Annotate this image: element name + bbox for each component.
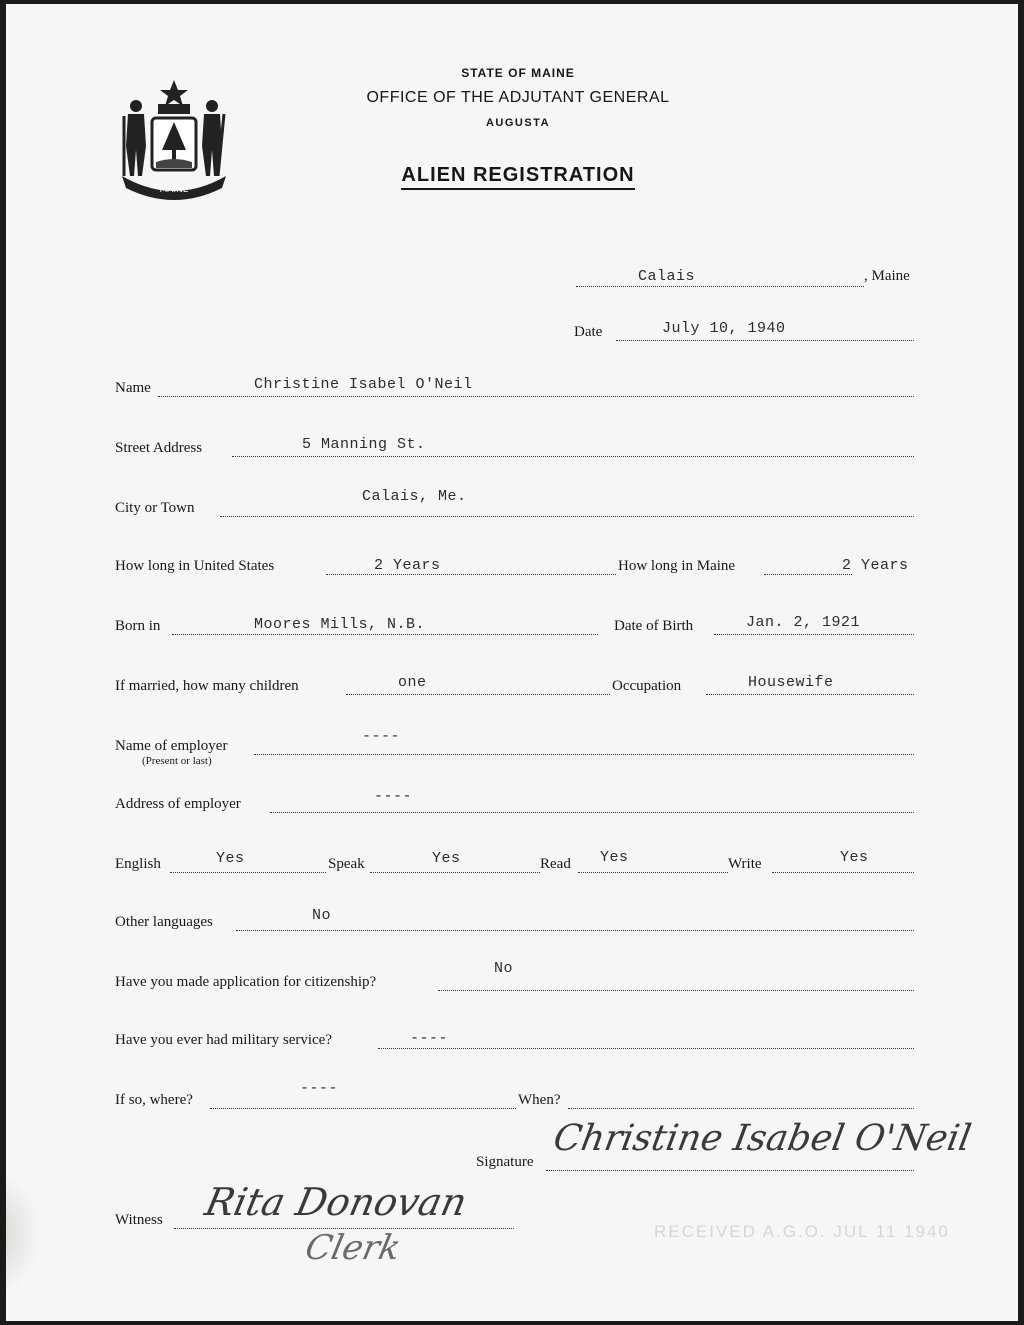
speak-label: Speak xyxy=(328,856,365,872)
military-label: Have you ever had military service? xyxy=(115,1032,332,1048)
date-label: Date xyxy=(574,324,603,340)
children-label: If married, how many children xyxy=(115,678,299,694)
citizenship-line xyxy=(438,990,914,991)
how-long-maine-line xyxy=(764,574,852,575)
name-value: Christine Isabel O'Neil xyxy=(254,376,473,393)
city-line xyxy=(220,516,914,517)
military-line xyxy=(378,1048,914,1049)
street-value: 5 Manning St. xyxy=(302,436,426,453)
registration-form xyxy=(6,4,1018,1321)
city-label: City or Town xyxy=(115,500,195,516)
born-in-label: Born in xyxy=(115,618,161,634)
how-long-maine-value: 2 Years xyxy=(842,557,909,574)
employer-address-line xyxy=(270,812,914,813)
office-heading: OFFICE OF THE ADJUTANT GENERAL xyxy=(366,89,670,106)
svg-text:MAINE: MAINE xyxy=(159,185,189,195)
how-long-us-label: How long in United States xyxy=(115,558,275,574)
write-label: Write xyxy=(728,856,762,872)
place-line xyxy=(576,286,864,287)
form-title: ALIEN REGISTRATION xyxy=(6,164,1018,187)
how-long-us-value: 2 Years xyxy=(374,557,441,574)
where-line xyxy=(210,1108,516,1109)
citizenship-value: No xyxy=(494,960,514,977)
street-line xyxy=(232,456,914,457)
write-value: Yes xyxy=(840,849,869,866)
military-value: ---- xyxy=(410,1030,449,1047)
employer-line xyxy=(254,754,914,755)
employer-address-value: ---- xyxy=(374,788,413,805)
signature-label: Signature xyxy=(476,1154,534,1170)
page-smudge xyxy=(6,1174,40,1294)
occupation-value: Housewife xyxy=(748,674,834,691)
dob-line xyxy=(714,634,914,635)
speak-value: Yes xyxy=(432,850,461,867)
born-in-value: Moores Mills, N.B. xyxy=(254,616,426,633)
children-line xyxy=(346,694,610,695)
english-label: English xyxy=(115,856,161,872)
street-label: Street Address xyxy=(115,440,203,456)
other-languages-value: No xyxy=(312,907,332,924)
read-label: Read xyxy=(540,856,571,872)
other-languages-line xyxy=(236,930,914,931)
signature-line xyxy=(546,1170,914,1171)
employer-address-label: Address of employer xyxy=(115,796,241,812)
read-line xyxy=(578,872,728,873)
write-line xyxy=(772,872,914,873)
witness-signature: Rita Donovan xyxy=(201,1180,471,1224)
city-heading: AUGUSTA xyxy=(485,117,551,129)
occupation-line xyxy=(706,694,914,695)
dob-value: Jan. 2, 1921 xyxy=(746,614,861,631)
state-heading: STATE OF MAINE xyxy=(461,66,575,80)
how-long-us-line xyxy=(326,574,616,575)
english-value: Yes xyxy=(216,850,245,867)
signature-value: Christine Isabel O'Neil xyxy=(550,1118,975,1159)
speak-line xyxy=(370,872,540,873)
where-value: ---- xyxy=(300,1080,339,1097)
name-label: Name xyxy=(115,380,151,396)
witness-label: Witness xyxy=(115,1212,163,1228)
how-long-maine-label: How long in Maine xyxy=(618,558,736,574)
where-label: If so, where? xyxy=(115,1092,193,1108)
place-value: Calais xyxy=(638,268,696,285)
when-line xyxy=(568,1108,914,1109)
place-suffix: , Maine xyxy=(864,268,910,284)
date-value: July 10, 1940 xyxy=(662,320,786,337)
children-value: one xyxy=(398,674,427,691)
other-languages-label: Other languages xyxy=(115,914,213,930)
received-stamp: RECEIVED A.G.O. JUL 11 1940 xyxy=(654,1222,950,1241)
citizenship-label: Have you made application for citizenship? xyxy=(115,974,377,990)
date-line xyxy=(616,340,914,341)
when-label: When? xyxy=(518,1092,561,1108)
employer-sublabel: (Present or last) xyxy=(142,755,212,767)
english-line xyxy=(170,872,326,873)
born-in-line xyxy=(172,634,598,635)
employer-label: Name of employer xyxy=(115,738,228,754)
dob-label: Date of Birth xyxy=(614,618,694,634)
city-value: Calais, Me. xyxy=(362,488,467,505)
witness-title: Clerk xyxy=(301,1228,405,1268)
name-line xyxy=(158,396,914,397)
occupation-label: Occupation xyxy=(612,678,682,694)
employer-value: ---- xyxy=(362,728,401,745)
read-value: Yes xyxy=(600,849,629,866)
